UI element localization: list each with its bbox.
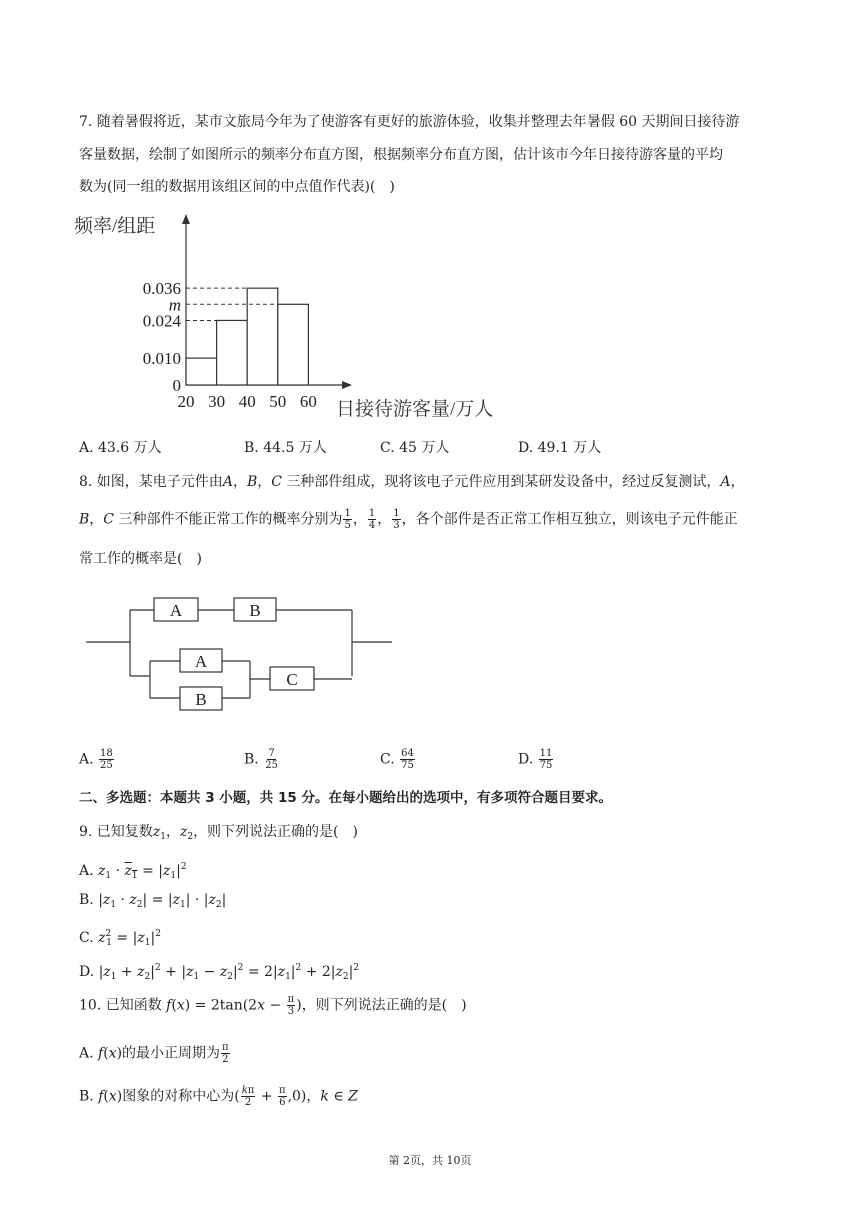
q10-option-a: A. f(x)的最小正周期为 $\frac{\pi}{2}$: [79, 1042, 229, 1065]
q7-stem-line3: 数为(同一组的数据用该组区间的中点值作代表)( ): [79, 179, 395, 195]
q9-option-c: C. $z^2_1 = |z_1|^2$: [79, 929, 161, 948]
y-tick-label: 0: [172, 376, 181, 395]
x-tick-label: 30: [208, 392, 226, 411]
q8-option-d: D. $\frac{11}{75}$: [518, 748, 553, 771]
diagram-label-b1: B: [249, 601, 261, 620]
page-footer: 第 2页，共 10页: [388, 1154, 472, 1167]
diagram-label-a2: A: [194, 652, 208, 671]
q8-option-a: A. $\frac{18}{25}$: [79, 748, 113, 771]
q8-stem-line2: B，C 三种部件不能正常工作的概率分别为 $\frac{1}{5}$ ， $\frac{1}{4}$ ， $\frac{1}{3}$ ，各个部件是否正常工作相互独立，则该电子元件能正: [79, 508, 738, 531]
diagram-label-a1: A: [169, 601, 183, 620]
prob-b-fraction: $\frac{1}{4}$: [368, 508, 376, 531]
histogram-bar: [186, 358, 217, 385]
y-tick-label: 0.024: [142, 311, 181, 331]
histogram-bar: [278, 304, 309, 385]
q7-option-b: B. 44.5 万人: [244, 440, 327, 456]
histogram-bar: [217, 320, 248, 385]
x-tick-label: 60: [299, 392, 317, 411]
x-axis-arrow: [342, 381, 352, 389]
q8-option-c: C. $\frac{64}{75}$: [380, 748, 414, 771]
x-tick-label: 20: [177, 392, 195, 411]
part-a: A: [222, 474, 233, 490]
diagram-label-b2: B: [195, 690, 207, 709]
prob-c-fraction: $\frac{1}{3}$: [393, 508, 400, 531]
circuit-diagram: [86, 588, 398, 714]
part-c: C: [271, 474, 282, 490]
q9-option-b: B. $|z_1 \cdot z_2| = |z_1| \cdot |z_2|$: [79, 892, 227, 910]
q8-stem-line3: 常工作的概率是( ): [79, 551, 202, 567]
q9-option-d: D. $|z_1 + z_2|^2 + |z_1 - z_2|^2 = 2|z_1|^2 + 2|z_2|^2$: [79, 963, 360, 982]
q9-option-a: A. $z_1 \cdot z_1 = |z_1|^2$: [79, 862, 187, 881]
x-tick-label: 40: [238, 392, 256, 411]
q10-option-b: B. f(x)图象的对称中心为( $\frac{k\pi}{2}$ + $\frac{\pi}{6}$ ,0)，k ∈ Z: [79, 1085, 358, 1108]
q8-stem-line1: 8. 如图，某电子元件由A，B，C 三种部件组成，现将该电子元件应用到某研发设备中，经过反复测试，A，: [79, 474, 745, 490]
x-axis-label: 日接待游客量/万人: [336, 399, 494, 420]
x-tick-label: 50: [269, 392, 287, 411]
histogram-bar: [247, 288, 278, 385]
prob-a-fraction: $\frac{1}{5}$: [344, 508, 351, 531]
y-tick-label: 0.010: [142, 349, 181, 369]
y-axis-label: 频率/组距: [74, 216, 156, 237]
y-tick-label: m: [168, 295, 181, 315]
q7-option-d: D. 49.1 万人: [518, 440, 602, 456]
y-tick-label: 0.036: [142, 279, 181, 299]
q7-stem-line2: 客量数据，绘制了如图所示的频率分布直方图，根据频率分布直方图，估计该市今年日接待游客量的平均: [79, 147, 723, 163]
q7-option-a: A. 43.6 万人: [79, 440, 162, 456]
y-axis-arrow: [182, 214, 190, 224]
q10-stem: 10. 已知函数 f(x) = 2tan(2x − $\frac{\pi}{3}$ )，则下列说法正确的是( ): [79, 994, 467, 1017]
q7-option-c: C. 45 万人: [380, 440, 450, 456]
section-2-heading: 二、多选题：本题共 3 小题，共 15 分。在每小题给出的选项中，有多项符合题目要求。: [79, 790, 612, 806]
q9-stem: 9. 已知复数$z_1$，$z_2$，则下列说法正确的是( ): [79, 824, 358, 842]
part-b: B: [246, 474, 258, 490]
q7-stem-line1: 7. 随着暑假将近，某市文旅局今年为了使游客有更好的旅游体验，收集并整理去年暑假 60 天期间日接待游: [79, 114, 740, 130]
diagram-label-c: C: [286, 670, 298, 689]
q8-option-b: B. $\frac{7}{25}$: [244, 748, 278, 771]
histogram-chart: [70, 208, 510, 424]
